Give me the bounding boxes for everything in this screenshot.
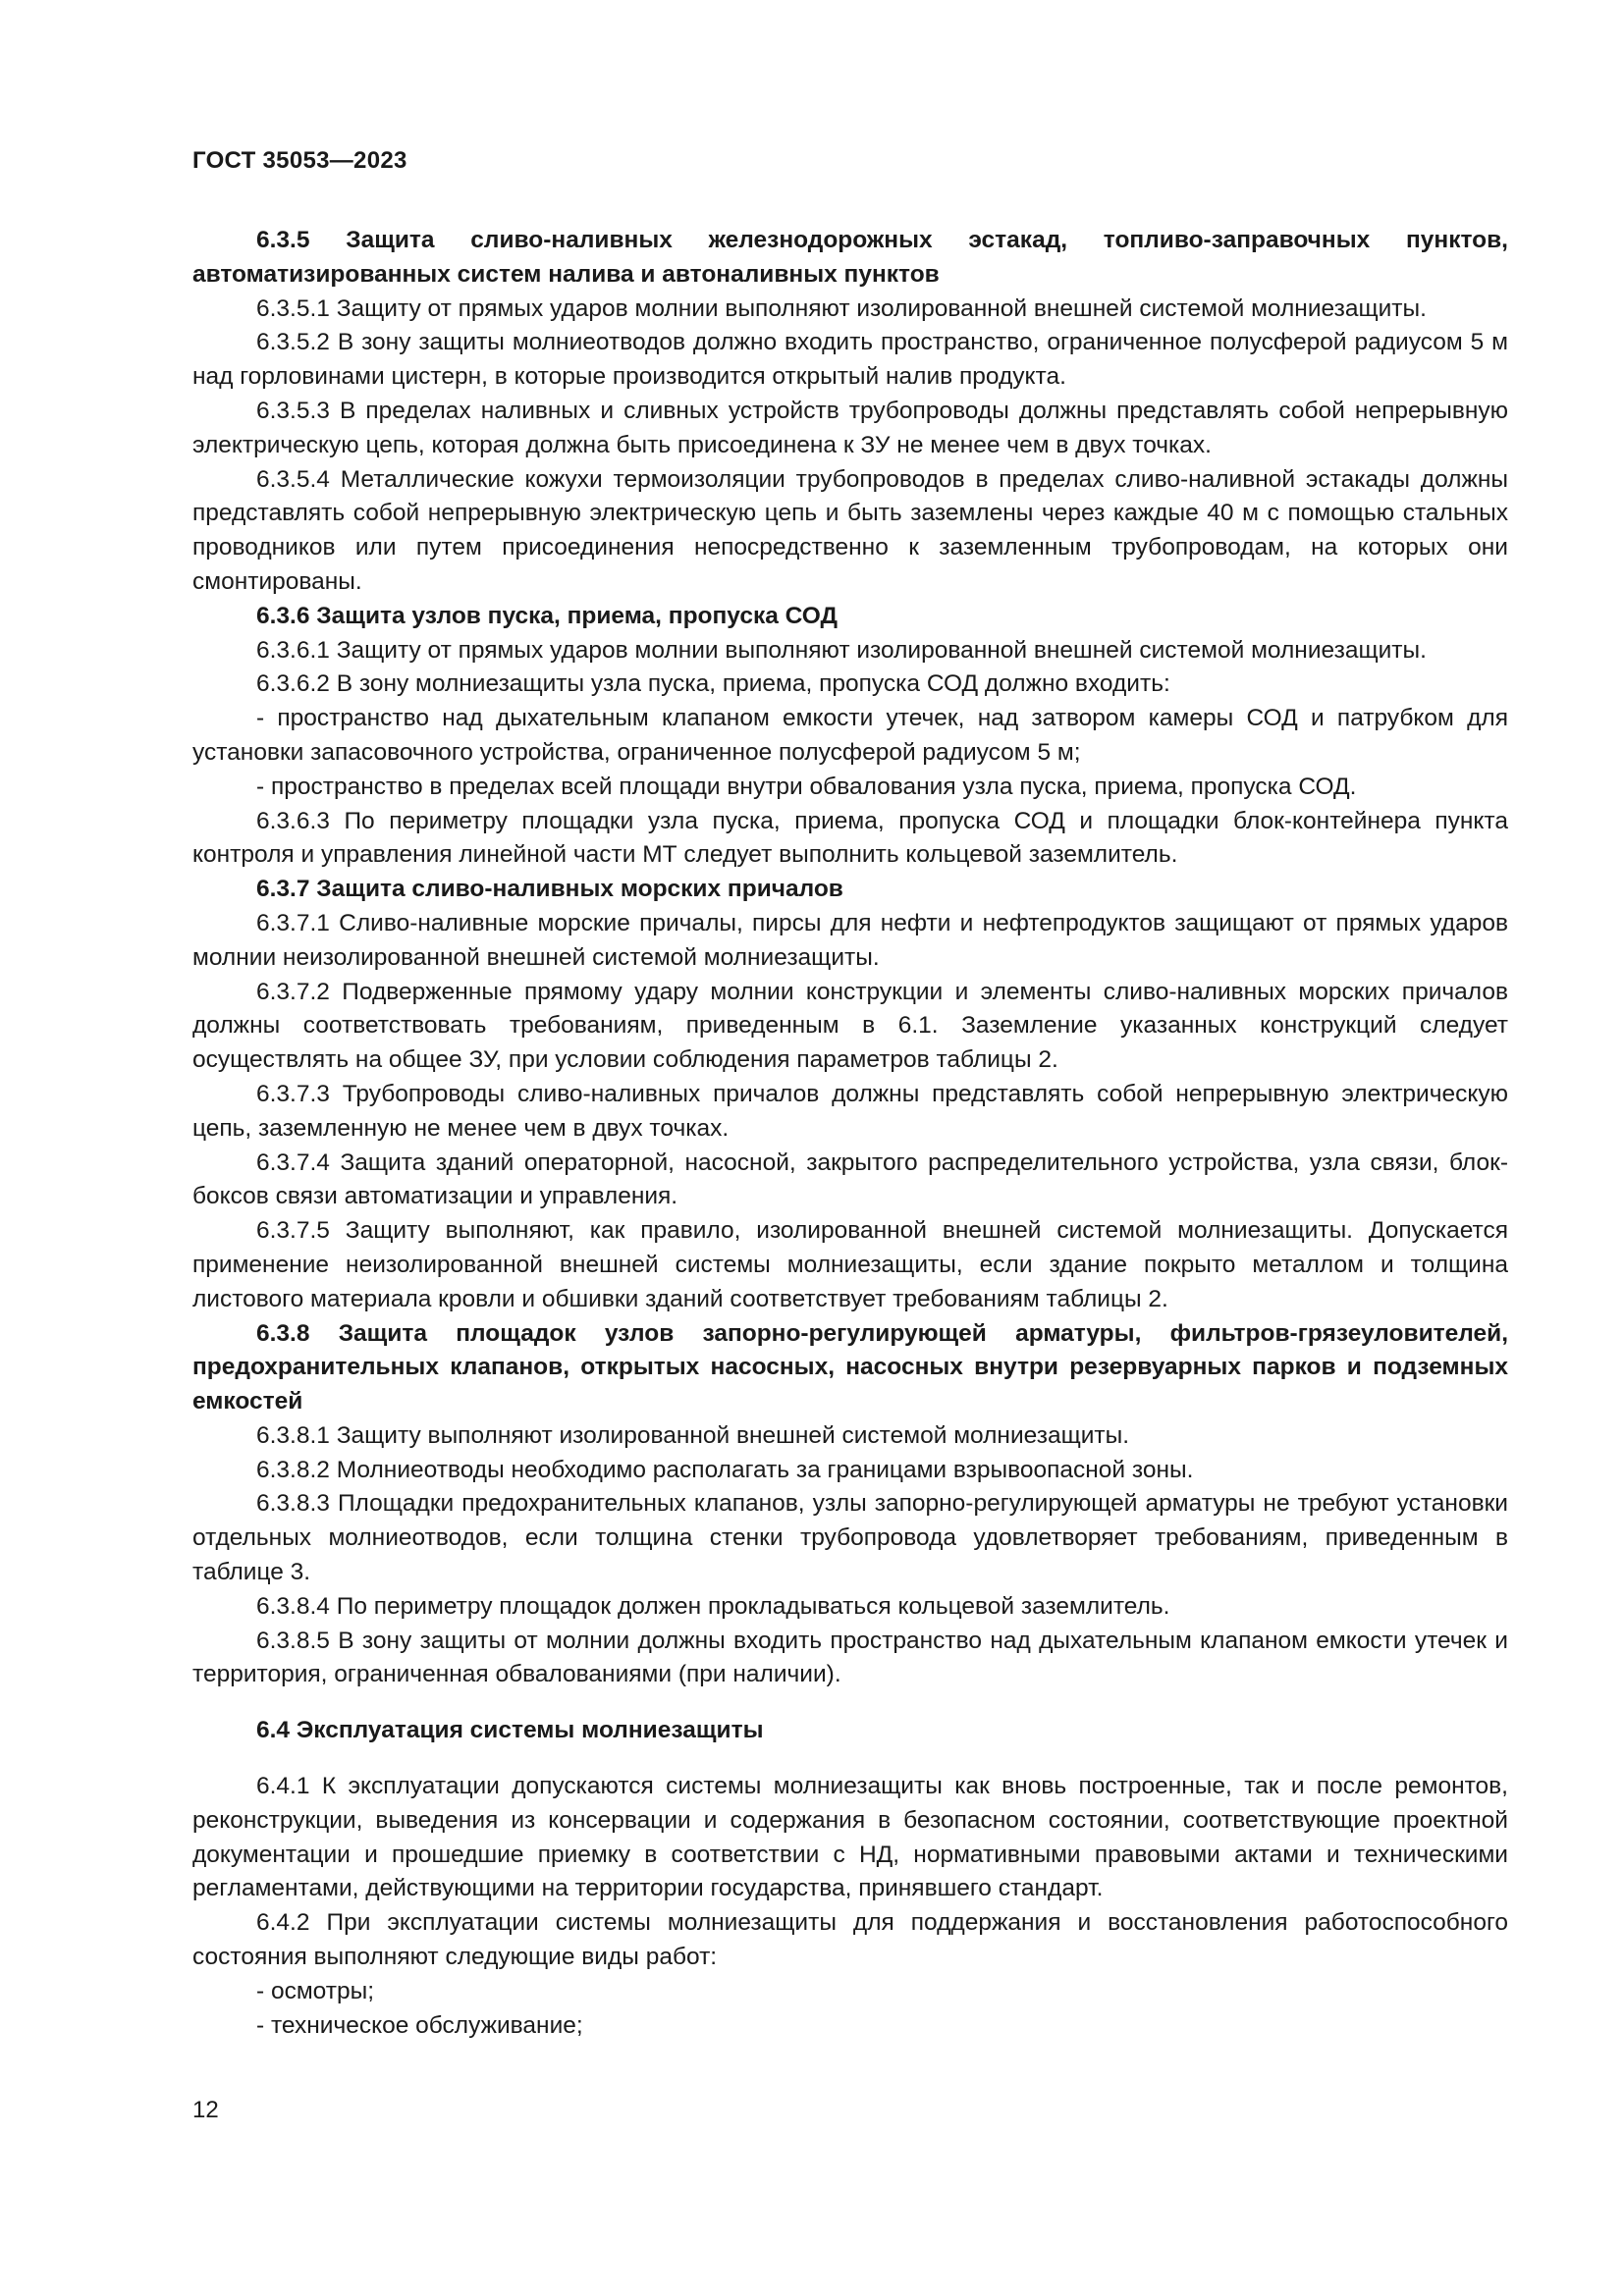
clause-6-3-8-5: 6.3.8.5 В зону защиты от молнии должны входить пространство над дыхательным клапаном емкости утечек и территория, ограниченная обвалованиями (при наличии). [192,1627,1508,1688]
clause-6-3-8-4: 6.3.8.4 По периметру площадок должен прокладываться кольцевой заземлитель. [256,1592,1170,1620]
clause-6-3-5-2: 6.3.5.2 В зону защиты молниеотводов должно входить пространство, ограниченное полусферой радиусом 5 м над горловинами цистерн, в которые производится открытый налив продукта. [192,329,1508,391]
section-heading-6-3-6: 6.3.6 Защита узлов пуска, приема, пропуска СОД [256,602,838,629]
clause-6-3-5-1: 6.3.5.1 Защиту от прямых ударов молнии выполняют изолированной внешней системой молниезащиты. [256,294,1427,322]
clause-6-3-8-3: 6.3.8.3 Площадки предохранительных клапанов, узлы запорно-регулирующей арматуры не требуют установки отдельных молниеотводов, если толщина стенки трубопровода удовлетворяет требованиям, приведенным в таблице 3. [192,1490,1508,1586]
list-item: - пространство над дыхательным клапаном емкости утечек, над затвором камеры СОД и патрубком для установки запасовочного устройства, ограниченное полусферой радиусом 5 м; [192,705,1508,766]
clause-6-3-7-3: 6.3.7.3 Трубопроводы сливо-наливных причалов должны представлять собой непрерывную электрическую цепь, заземленную не менее чем в двух точках. [192,1080,1508,1142]
clause-6-3-6-2: 6.3.6.2 В зону молниезащиты узла пуска, приема, пропуска СОД должно входить: [256,670,1170,698]
clause-6-4-2: 6.4.2 При эксплуатации системы молниезащиты для поддержания и восстановления работоспособного состояния выполняют следующие виды работ: [192,1909,1508,1971]
clause-6-3-7-5: 6.3.7.5 Защиту выполняют, как правило, изолированной внешней системой молниезащиты. Допускается применение неизолированной внешней системы молниезащиты, если здание покрыто металлом и толщина листового материала кровли и обшивки зданий соответствует требованиям таблицы 2. [192,1217,1508,1312]
clause-6-3-7-2: 6.3.7.2 Подверженные прямому удару молнии конструкции и элементы сливо-наливных морских причалов должны соответствовать требованиям, приведенным в 6.1. Заземление указанных конструкций следует осуществлять на общее ЗУ, при условии соблюдения параметров таблицы 2. [192,978,1508,1074]
clause-6-3-6-3: 6.3.6.3 По периметру площадки узла пуска, приема, пропуска СОД и площадки блок-контейнера пункта контроля и управления линейной части МТ следует выполнить кольцевой заземлитель. [192,807,1508,869]
clause-6-3-8-1: 6.3.8.1 Защиту выполняют изолированной внешней системой молниезащиты. [256,1421,1130,1449]
list-item: - пространство в пределах всей площади внутри обвалования узла пуска, приема, пропуска СОД. [256,773,1357,800]
section-heading-6-3-5: 6.3.5 Защита сливо-наливных железнодорожных эстакад, топливо-заправочных пунктов, автоматизированных систем налива и автоналивных пунктов [192,227,1508,288]
clause-6-3-6-1: 6.3.6.1 Защиту от прямых ударов молнии выполняют изолированной внешней системой молниезащиты. [256,636,1427,664]
clause-6-4-1: 6.4.1 К эксплуатации допускаются системы молниезащиты как вновь построенные, так и после ремонтов, реконструкции, выведения из консервации и содержания в безопасном состоянии, соответствующие проектной документации и прошедшие приемку в соответствии с НД, нормативными правовыми актами и техническими регламентами, действующими на территории государства, принявшего стандарт. [192,1773,1508,1902]
clause-6-3-7-4: 6.3.7.4 Защита зданий операторной, насосной, закрытого распределительного устройства, узла связи, блок-боксов связи автоматизации и управления. [192,1148,1508,1210]
clause-6-3-7-1: 6.3.7.1 Сливо-наливные морские причалы, пирсы для нефти и нефтепродуктов защищают от прямых ударов молнии неизолированной внешней системой молниезащиты. [192,909,1508,971]
section-heading-6-4: 6.4 Эксплуатация системы молниезащиты [256,1717,764,1744]
clause-6-3-5-4: 6.3.5.4 Металлические кожухи термоизоляции трубопроводов в пределах сливо-наливной эстакады должны представлять собой непрерывную электрическую цепь и быть заземлены через каждые 40 м с помощью стальных проводников или путем присоединения непосредственно к заземленным трубопроводам, на которых они смонтированы. [192,465,1508,595]
section-heading-6-3-7: 6.3.7 Защита сливо-наливных морских причалов [256,876,843,903]
section-heading-6-3-8: 6.3.8 Защита площадок узлов запорно-регулирующей арматуры, фильтров-грязеуловителей, предохранительных клапанов, открытых насосных, насосных внутри резервуарных парков и подземных емкостей [192,1319,1508,1415]
list-item: - осмотры; [256,1977,375,2004]
document-code: ГОСТ 35053—2023 [192,147,407,174]
list-item: - техническое обслуживание; [256,2011,583,2039]
clause-6-3-8-2: 6.3.8.2 Молниеотводы необходимо располагать за границами взрывоопасной зоны. [256,1456,1194,1483]
clause-6-3-5-3: 6.3.5.3 В пределах наливных и сливных устройств трубопроводы должны представлять собой непрерывную электрическую цепь, которая должна быть присоединена к ЗУ не менее чем в двух точках. [192,397,1508,458]
document-body [192,224,1508,2043]
page-number: 12 [192,2097,219,2123]
